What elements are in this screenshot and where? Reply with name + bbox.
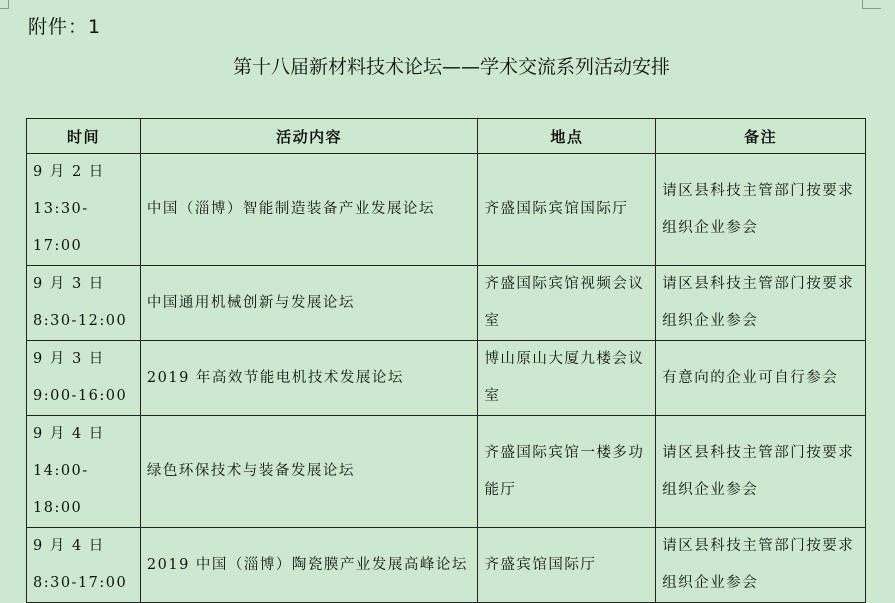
activity-cell: 中国通用机械创新与发展论坛 — [140, 266, 478, 341]
activity-cell: 2019 年高效节能电机技术发展论坛 — [140, 341, 478, 416]
table-row — [27, 528, 866, 603]
date-text: 9 月 4 日 — [33, 538, 105, 554]
page-corner-mark-right — [862, 0, 881, 9]
date-text: 9 月 3 日 — [33, 276, 105, 292]
location-cell: 齐盛国际宾馆视频会议室 — [478, 266, 656, 341]
note-cell: 有意向的企业可自行参会 — [656, 341, 866, 416]
activity-cell: 2019 中国（淄博）陶瓷膜产业发展高峰论坛 — [140, 528, 478, 603]
schedule-table — [26, 118, 866, 603]
table-header-row — [27, 119, 866, 154]
activity-cell: 绿色环保技术与装备发展论坛 — [140, 416, 478, 528]
time-range-text: 13:30-17:00 — [33, 201, 89, 254]
table-row — [27, 154, 866, 266]
note-cell: 请区县科技主管部门按要求组织企业参会 — [656, 266, 866, 341]
location-cell: 博山原山大厦九楼会议室 — [478, 341, 656, 416]
time-cell — [27, 416, 141, 528]
time-cell — [27, 528, 141, 603]
header-note: 备注 — [656, 119, 866, 154]
document-title: 第十八届新材料技术论坛——学术交流系列活动安排 — [232, 56, 670, 78]
time-range-text: 14:00-18:00 — [33, 463, 89, 516]
location-cell: 齐盛国际宾馆一楼多功能厅 — [478, 416, 656, 528]
location-cell: 齐盛国际宾馆国际厅 — [478, 154, 656, 266]
attachment-label: 附件：1 — [28, 16, 102, 38]
table-row — [27, 416, 866, 528]
table-row — [27, 341, 866, 416]
note-cell: 请区县科技主管部门按要求组织企业参会 — [656, 528, 866, 603]
date-text: 9 月 4 日 — [33, 426, 105, 442]
time-cell — [27, 154, 141, 266]
time-range-text: 8:30-12:00 — [33, 313, 128, 329]
header-location: 地点 — [478, 119, 656, 154]
note-cell: 请区县科技主管部门按要求组织企业参会 — [656, 416, 866, 528]
time-cell — [27, 266, 141, 341]
header-activity: 活动内容 — [140, 119, 478, 154]
table-row — [27, 266, 866, 341]
date-text: 9 月 3 日 — [33, 351, 105, 367]
date-text: 9 月 2 日 — [33, 164, 105, 180]
activity-cell: 中国（淄博）智能制造装备产业发展论坛 — [140, 154, 478, 266]
time-range-text: 8:30-17:00 — [33, 575, 128, 591]
time-range-text: 9:00-16:00 — [33, 388, 128, 404]
time-cell — [27, 341, 141, 416]
page-corner-mark-left — [0, 0, 9, 9]
location-cell: 齐盛宾馆国际厅 — [478, 528, 656, 603]
header-time: 时间 — [27, 119, 141, 154]
note-cell: 请区县科技主管部门按要求组织企业参会 — [656, 154, 866, 266]
